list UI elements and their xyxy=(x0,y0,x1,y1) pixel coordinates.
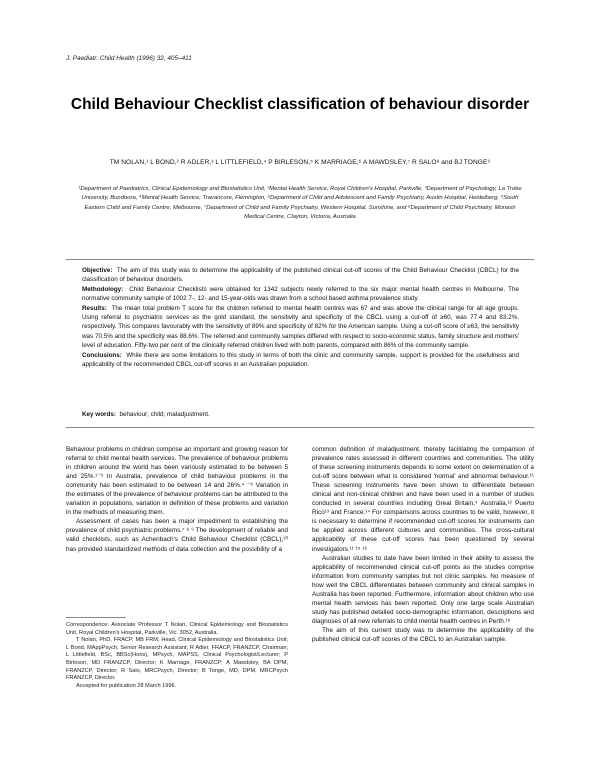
paragraph: Behaviour problems in children comprise an important and growing reason for referral to child mental health services. The prevalence of behaviour problems in children around the world has been variously estimated to be between 5 and 25%.¹⁻³ In Australia, prevalence of child behaviour problems in the community has been estimated to be between 14 and 26%.⁴ ⁻⁶ Variation in the estimates of the prevalence of behaviour problems can be attributed to the variation in populations, variation in definition of these problems and variation in the methods of measuring them. xyxy=(66,446,288,517)
abstract-top-rule xyxy=(66,259,534,260)
article-title: Child Behaviour Checklist classification of behaviour disorder xyxy=(70,96,530,113)
accepted-date-note: Accepted for publication 28 March 1996. xyxy=(76,682,177,689)
keywords: Key words: behaviour; child; maladjustment. xyxy=(82,411,210,418)
paragraph: Assessment of cases has been a major impediment to establishing the prevalence of child psychiatric problems.⁷ ⁸ ⁹ The development of reliable and valid checklists, such as Achenbach's Child Behaviour Checklist (CBCL),¹⁰ has provided standardized methods of data collection and the possibility of a xyxy=(66,518,288,553)
footnote-rule xyxy=(66,617,126,618)
abstract-bottom-rule xyxy=(66,427,534,428)
paragraph: Australian studies to date have been limited in their ability to assess the applicability of recommended clinical cut-off points as the studies comprise information from community samples but not clinic samples. No measure of how well the CBCL differentiates between community and clinical samples in Australia has been reported. Furthermore, information about children who use mental health services has been reported. Only one large scale Australian study has published detailed socio-demographic information, descriptions and diagnoses of all new referrals to child mental health centres in Perth.¹⁸ xyxy=(312,554,534,625)
body-column-left xyxy=(66,445,288,554)
paragraph: common definition of maladjustment, thereby facilitating the comparison of prevalence rates assessed in different countries and communities. The utility of these screening instruments depends to some extent on determination of a cut-off score between what is considered 'normal' and abnormal behaviour.¹¹ These screening instruments have been shown to differentiate between clinical and non-clinical children and have been used in a number of studies conducted in several countries including Great Britain,⁴ Australia,¹² Puerto Rico¹³ and France.¹⁴ For comparisons across countries to be valid, however, it is necessary to determine if recommended cut-off scores for instruments can be applied across different cultures and communities. The cross-cultural applicability of these cut-off scores has been questioned by several investigators.¹¹ ¹⁵ ¹⁶ xyxy=(312,446,534,553)
running-header: J. Paediatr. Child Health (1996) 32, 405–411 xyxy=(66,55,192,62)
paragraph: The aim of this current study was to determine the applicability of the published clinical cut-off scores of the CBCL to an Australian sample. xyxy=(312,626,534,643)
correspondence-note: Correspondence: Associate Professor T Nolan, Clinical Epidemiology and Biostatistics Unit, Royal Children's Hospital, Parkville, Vic. 3052, Australia. xyxy=(66,622,288,636)
author-credentials-note: T Nolan, PhD, FRACP, MB FRM, Head, Clinical Epidemiology and Biostatistics Unit; L Bond, MAppPsych, Senior Research Assistant; R Adler, FRACP, FRANZCP, Chairman; L Littlefield, BSc, BBSc(Hons), MPsych, MAPSS, Clinical Psychologist/Lecturer; P Birleson, MD FRANZCP, Director; K Marriage, FRANZCP; A Mawdsley, BA DPM, FRANZCP, Director; R Salo, MRCPsych, Director; B Tonge, MD, DPM, MRCPsych FRANZCP, Director. xyxy=(66,637,288,682)
footnotes xyxy=(66,622,288,690)
author-list: TM NOLAN,¹ L BOND,² R ADLER,³ L LITTLEFIELD,⁴ P BIRLESON,⁵ K MARRIAGE,⁶ A MAWDSLEY,⁷ R SALO⁸ and BJ TONGE⁹ xyxy=(109,159,491,166)
body-column-right xyxy=(312,445,534,644)
abstract-results: Results: The mean total problem T score for the children referred to mental health centres was 67 and was above the clinical range for all age groups. Using referral to psychiatric services as the gold standard, the sensitivity and specificity of the CBCL using a cut-off of ≥60, was 77.4 and 83.2%, respectively. This compares favourably with the sensitivity of 89% and specificity of 82% for the American sample. Using a cut-off score of ≥63, the sensitivity was 70.5% and the specificity was 88.6%. The referred and community samples differed with respect to socio-economic status, family structure and mothers' level of education. Fifty-two per cent of the clinically referred children lived with both parents, compared with 86% of the community sample. xyxy=(82,304,519,350)
abstract xyxy=(82,266,519,369)
abstract-methodology: Methodology: Child Behaviour Checklists were obtained for 1342 subjects newly referred to the six major mental health centres in Melbourne. The normative community sample of 1002 7-, 12- and 15-year-olds was drawn from a school based asthma prevalence study. xyxy=(82,285,520,303)
abstract-objective: Objective: The aim of this study was to determine the applicability of the published clinical cut-off scores of the Child Behaviour Checklist (CBCL) for the classification of behaviour disorders. xyxy=(82,267,520,284)
abstract-conclusions: Conclusions: While there are some limitations to this study in terms of both the clinic and community sample, support is provided for the usefulness and applicability of the recommended CBCL cut-off scores in an Australian population. xyxy=(82,351,519,369)
affiliations: ¹Department of Paediatrics, Clinical Epidemiology and Biostatistics Unit, ²Mental Health Service, Royal Children's Hospital, Parkville, ³Department of Psychology, La Trobe University, Bundoora, ⁴Mental Health Service, Travancore, Flemington, ⁵Department of Child and Adolescent and Family Psychiatry, Austin Hospital, Heidelberg, ⁶South Eastern Child and Family Centre, Melbourne, ⁷Department of Child and Family Psychiatry, Western Hospital, Sunshine, and ⁸Department of Child Psychiatry, Monash Medical Centre, Clayton, Victoria, Australia xyxy=(78,186,522,220)
